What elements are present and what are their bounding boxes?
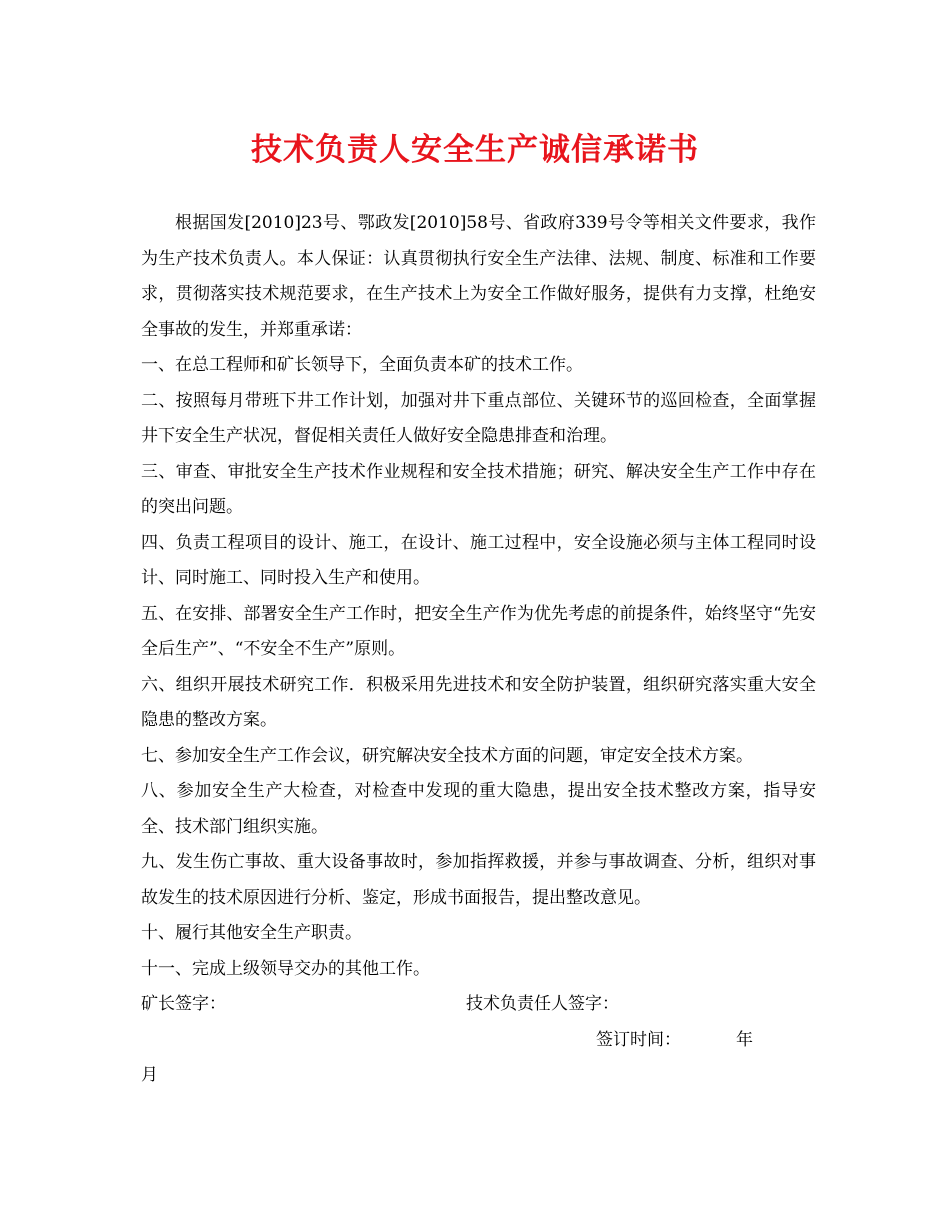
document-body: [141, 206, 816, 1094]
signing-date-label: 签订时间：: [596, 1029, 681, 1050]
intro-paragraph: 根据国发[2010]23号、鄂政发[2010]58号、省政府339号令等相关文件要求，我作为生产技术负责人。本人保证：认真贯彻执行安全生产法律、法规、制度、标准和工作要求，贯彻落实技术规范要求，在生产技术上为安全工作做好服务，提供有力支撑，杜绝安全事故的发生，并郑重承诺：: [141, 213, 816, 340]
commitment-item-9: 九、发生伤亡事故、重大设备事故时，参加指挥救援，并参与事故调查、分析，组织对事故发生的技术原因进行分析、鉴定，形成书面报告，提出整改意见。: [141, 852, 816, 908]
signing-date-row: [141, 1023, 816, 1059]
document-title: 技术负责人安全生产诚信承诺书: [251, 132, 699, 168]
signing-month-label: 月: [141, 1065, 158, 1085]
commitment-item-5: 五、在安排、部署安全生产工作时，把安全生产作为优先考虑的前提条件，始终坚守“先安全后生产”、“不安全不生产”原则。: [141, 603, 816, 659]
commitment-item-1: 一、在总工程师和矿长领导下，全面负责本矿的技术工作。: [141, 355, 583, 375]
commitment-item-8: 八、参加安全生产大检查，对检查中发现的重大隐患，提出安全技术整改方案，指导安全、技术部门组织实施。: [141, 781, 816, 837]
commitment-item-11: 十一、完成上级领导交办的其他工作。: [141, 958, 430, 979]
commitment-item-2: 二、按照每月带班下井工作计划，加强对井下重点部位、关键环节的巡回检查，全面掌握井下安全生产状况，督促相关责任人做好安全隐患排查和治理。: [141, 390, 816, 446]
commitment-item-3: 三、审查、审批安全生产技术作业规程和安全技术措施；研究、解决安全生产工作中存在的突出问题。: [141, 461, 816, 517]
commitment-item-6: 六、组织开展技术研究工作．积极采用先进技术和安全防护装置，组织研究落实重大安全隐患的整改方案。: [141, 674, 816, 730]
commitment-item-4: 四、负责工程项目的设计、施工，在设计、施工过程中，安全设施必须与主体工程同时设计、同时施工、同时投入生产和使用。: [141, 532, 816, 588]
mine-manager-signature-label: 矿长签字：: [141, 994, 226, 1014]
signing-year-label: 年: [736, 1029, 753, 1050]
commitment-item-7: 七、参加安全生产工作会议，研究解决安全技术方面的问题，审定安全技术方案。: [141, 745, 753, 766]
signature-row: [141, 987, 816, 1023]
tech-lead-signature-label: 技术负责任人签字：: [466, 994, 619, 1014]
commitment-item-10: 十、履行其他安全生产职责。: [141, 923, 362, 943]
